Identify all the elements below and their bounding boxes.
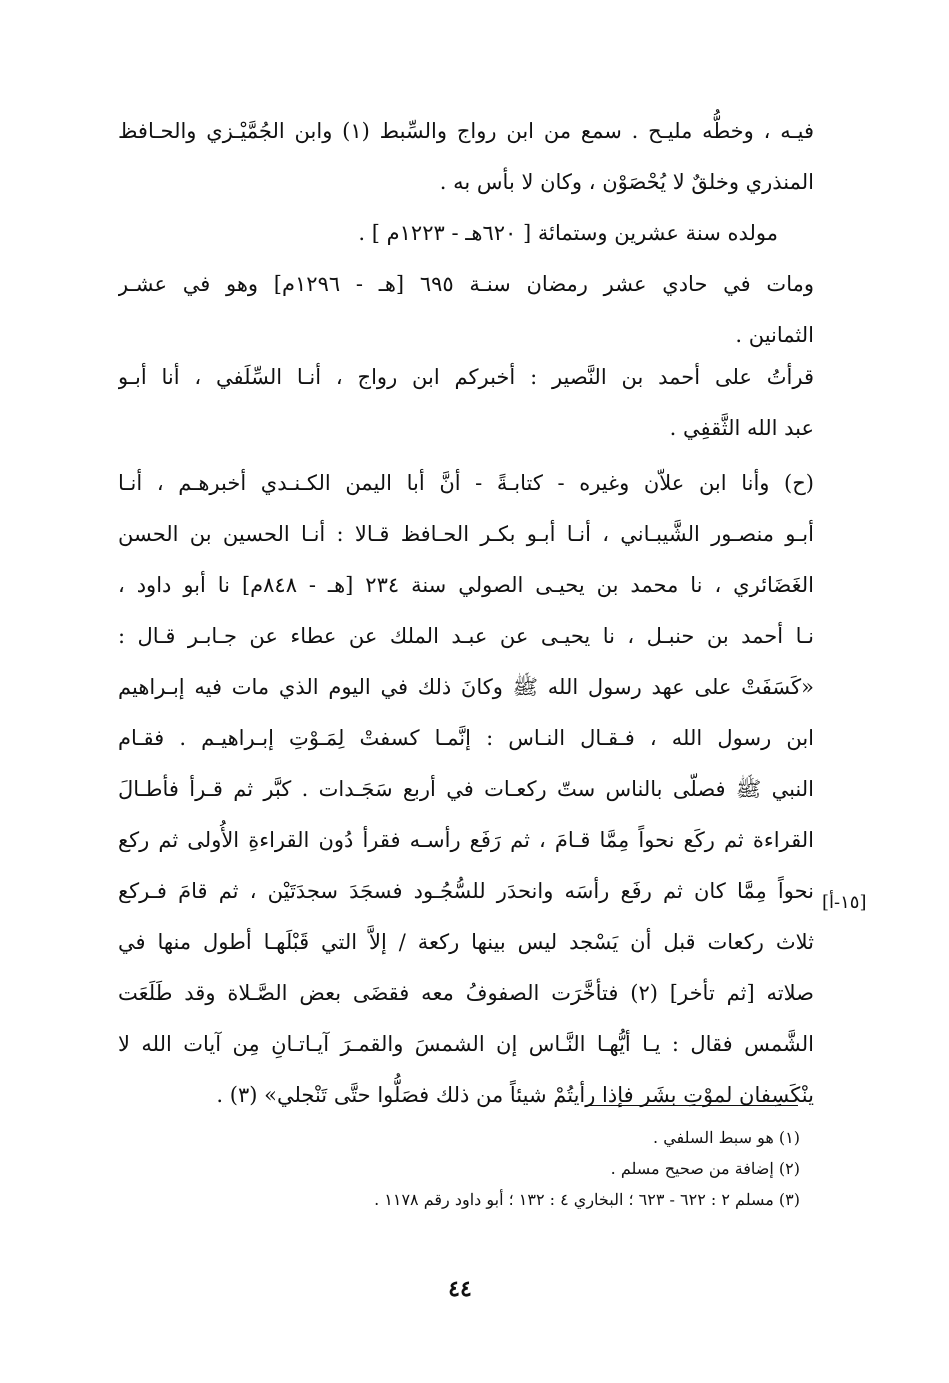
paragraph-birth <box>118 208 814 259</box>
footnote-3: (٣) مسلم ٢ : ٦٢٢ - ٦٢٣ ؛ البخاري ٤ : ١٣٢ ؛ أبو داود رقم ١١٧٨ . <box>374 1190 800 1209</box>
text-line: ومات في حادي عشر رمضان سنـة ٦٩٥ [هـ - ١٢٩٦م] وهو في عشـر <box>118 272 814 296</box>
text-line: الثمانين . <box>735 323 814 347</box>
text-line: نحواً مِمَّا كان ثم رفَع رأسَه وانحدَر للسُّجُـود فسجَدَ سجدَتَيْن ، ثم قامَ فـركع <box>118 879 814 903</box>
text-line: فيـه ، وخطُّه مليـح . سمع من ابن رواج والسِّبط (١) وابن الجُمَّيْـزي والحـافظ <box>118 119 814 143</box>
text-line: (ح) وأنا ابن علاّن وغيره - كتابـةً - أنَّ أبا اليمن الكـنـدي أخبرهـم ، أنـا <box>118 471 814 495</box>
footnotes <box>200 1122 800 1215</box>
footnote-2: (٢) إضافة من صحيح مسلم . <box>610 1159 800 1178</box>
text-line: صلاته [ثم تأخر] (٢) فتأخَّرَت الصفوفُ معه فقضَى بعض الصَّـلاة وقد طَلَعَت <box>118 981 814 1005</box>
text-line: نـا أحمد بن حنبـل ، نا يحيـى عن عبـد الملك عن عطاء عن جـابـر قـال : <box>118 624 814 648</box>
text-line: «كَسَفَتْ على عهد رسول الله ﷺ وكانَ ذلك في اليوم الذي مات فيه إبـراهيم <box>118 675 814 699</box>
paragraph-death <box>118 259 814 361</box>
text-line: ثلاث ركعات قبل أن يَسْجد ليس بينها ركعة / إلاَّ التي قَبْلَهـا أطول منها في <box>118 930 814 954</box>
margin-folio-note: [١٥-أ] <box>822 892 867 913</box>
text-line: النبي ﷺ فصلّى بالناس ستّ ركعـات في أربع سَجَـدات . كبَّر ثم قـرأ فأطـالَ <box>118 777 814 801</box>
text-line: عبد الله الثَّقفِي . <box>669 416 814 440</box>
text-line: ابن رسول الله ، فـقـال النـاس : إنَّمـا كسفتْ لِمَـوْتِ إبـراهيـم . فقـام <box>118 726 814 750</box>
footnote-1: (١) هو سبط السلفي . <box>653 1128 800 1147</box>
paragraph-chain-1 <box>118 352 814 454</box>
text-line: أبـو منصـور الشَّيبـاني ، أنـا أبـو بكـر الحـافظ قـالا : أنـا الحسين بن الحسن <box>118 522 814 546</box>
footnote-separator <box>588 1105 798 1106</box>
page-number: ٤٤ <box>448 1276 472 1302</box>
text-line: الغَضَائري ، نا محمد بن يحيـى الصولي سنة ٢٣٤ [هـ - ٨٤٨م] نا أبو داود ، <box>118 573 814 597</box>
text-line: قرأتُ على أحمد بن النَّصير : أخبركم ابن رواج ، أنـا السِّلَفي ، أنا أبـو <box>118 365 814 389</box>
paragraph-hadith <box>118 458 814 1121</box>
text-line: ينْكَسِفان لموْتِ بشَر فإذا رأيتُمْ شيئاً من ذلك فصَلُّوا حتَّى تَنْجلي» (٣) . <box>216 1083 814 1107</box>
paragraph-biography <box>118 106 814 208</box>
text-line: الشَّمس فقال : يـا أيُّهـا النَّـاس إن الشمسَ والقمـرَ آيـاتـانِ مِن آيات الله لا <box>118 1032 814 1056</box>
text-line: مولده سنة عشرين وستمائة [ ٦٢٠هـ - ١٢٢٣م ] . <box>358 221 778 245</box>
text-line: القراءة ثم ركَع نحواً مِمَّا قـامَ ، ثم رَفَع رأسـه فقرأ دُون القراءةِ الأُولى ثم ركع <box>118 828 814 852</box>
text-line: المنذري وخلقٌ لا يُحْصَوْن ، وكان لا بأس به . <box>439 170 814 194</box>
